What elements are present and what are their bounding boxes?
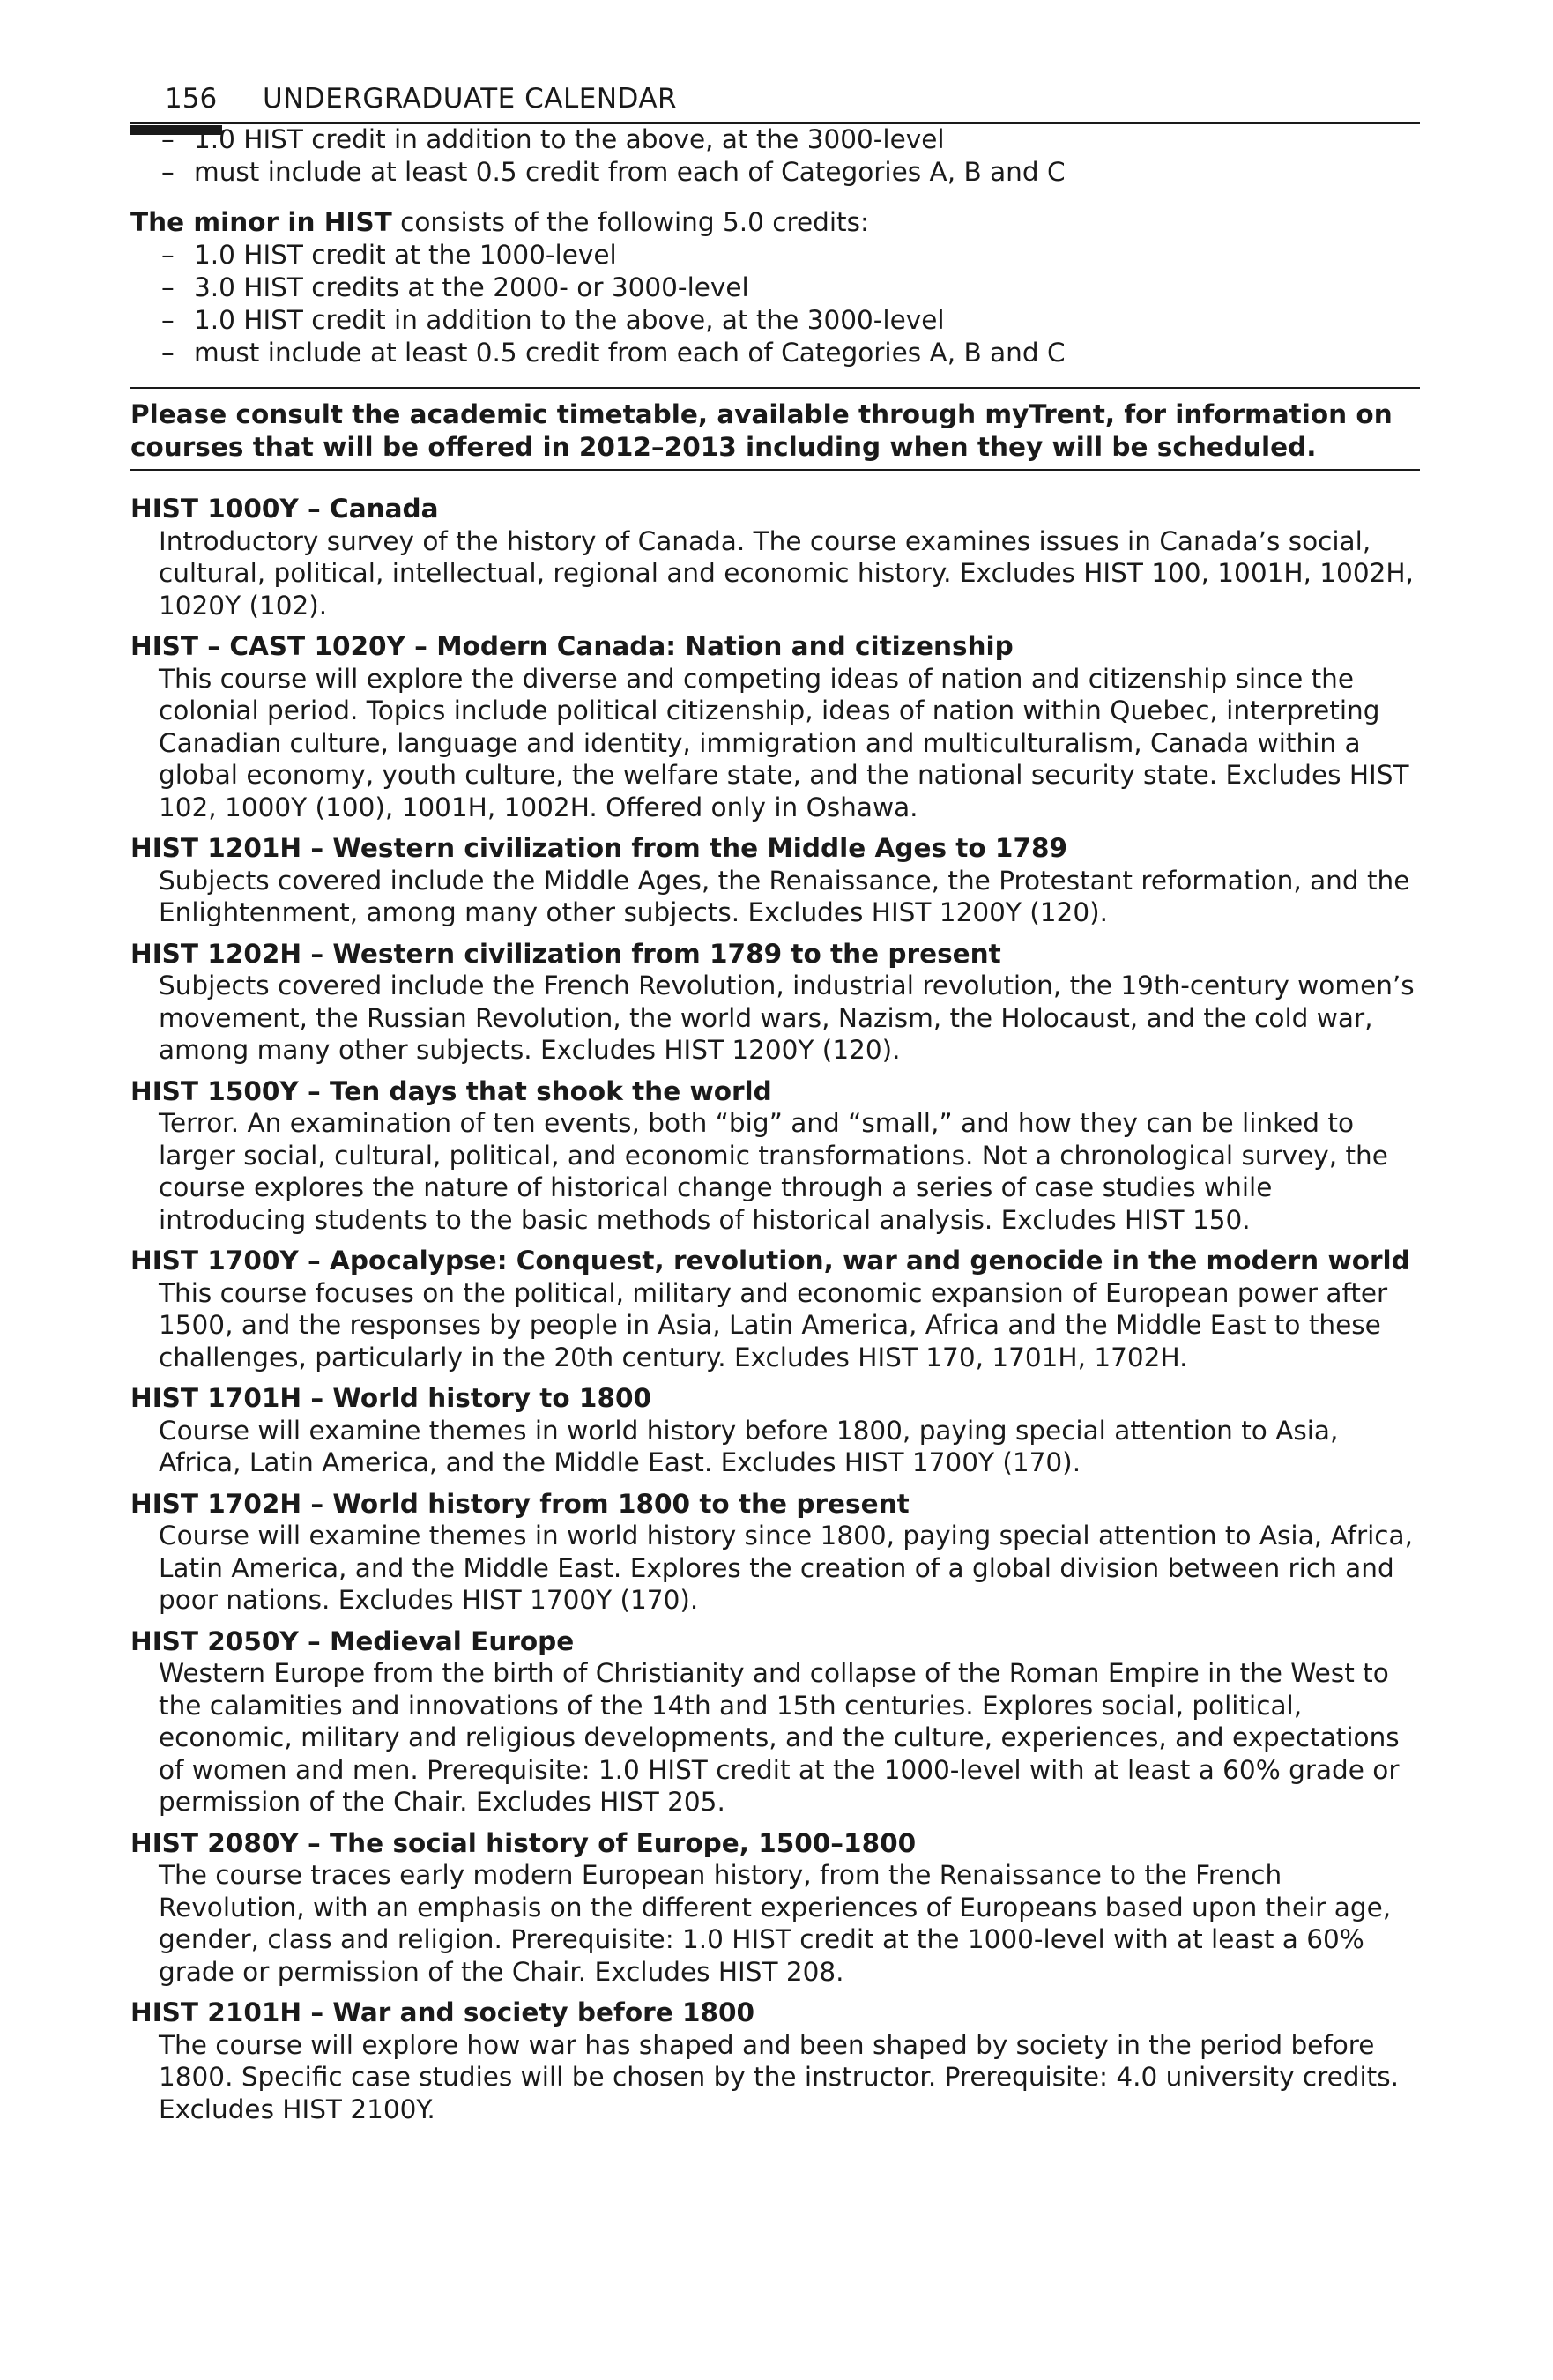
calendar-page — [130, 81, 1420, 2134]
course-description: Introductory survey of the history of Canada. The course examines issues in Canada’s social, cultural, political, intellectual, regional and economic history. Excludes HIST 100, 1001H, 1002H, 1020Y (102). — [159, 525, 1414, 621]
course-entry — [130, 1827, 1420, 1989]
timetable-notice: Please consult the academic timetable, available through myTrent, for information on courses that will be offered in 2012–2013 including when they will be scheduled. — [130, 387, 1420, 471]
course-title: HIST – CAST 1020Y – Modern Canada: Nation and citizenship — [130, 631, 1014, 661]
minor-intro-bold: The minor in HIST — [130, 207, 392, 237]
course-description: The course will explore how war has shaped and been shaped by society in the period before 1800. Specific case studies will be chosen by the instructor. Prerequisite: 4.0 university credits. Excludes HIST 2100Y. — [159, 2029, 1399, 2124]
list-item: – must include at least 0.5 credit from each of Categories A, B and C — [161, 157, 1066, 187]
dash-bullet: – — [161, 124, 175, 154]
course-entry — [130, 1075, 1420, 1237]
course-title: HIST 2080Y – The social history of Europe, 1500–1800 — [130, 1827, 917, 1858]
course-entry — [130, 1997, 1420, 2125]
course-entry — [130, 1625, 1420, 1818]
course-title: HIST 1202H – Western civilization from 1789 to the present — [130, 938, 1001, 969]
course-title: HIST 1702H – World history from 1800 to the present — [130, 1488, 910, 1519]
course-title: HIST 1000Y – Canada — [130, 494, 439, 524]
course-entry — [130, 1382, 1420, 1479]
course-description: Western Europe from the birth of Christianity and collapse of the Roman Empire in the West to the calamities and innovations of the 14th and 15th centuries. Explores social, political, economic, military and religious developments, and the culture, experiences, and expectations of women and men. Prerequisite: 1.0 HIST credit at the 1000-level with at least a 60% grade or permission of the Chair. Excludes HIST 205. — [159, 1658, 1400, 1817]
dash-bullet: – — [161, 305, 175, 335]
dash-bullet: – — [161, 157, 175, 187]
major-requirements-list — [130, 123, 1420, 189]
course-entry — [130, 1245, 1420, 1373]
minor-intro — [130, 206, 1420, 239]
course-description: Subjects covered include the French Revolution, industrial revolution, the 19th-century women’s movement, the Russian Revolution, the world wars, Nazism, the Holocaust, and the cold war, among many other subjects. Excludes HIST 1200Y (120). — [159, 971, 1415, 1065]
course-description: Subjects covered include the Middle Ages, the Renaissance, the Protestant reformation, and the Enlightenment, among many other subjects. Excludes HIST 1200Y (120). — [159, 865, 1410, 927]
page-header — [130, 81, 1420, 123]
course-title: HIST 1201H – Western civilization from the Middle Ages to 1789 — [130, 833, 1068, 863]
list-item: – must include at least 0.5 credit from each of Categories A, B and C — [161, 338, 1066, 368]
page-number: 156 — [165, 83, 218, 115]
course-description: Course will examine themes in world history before 1800, paying special attention to Asia, Africa, Latin America, and the Middle East. Excludes HIST 1700Y (170). — [159, 1415, 1339, 1477]
course-description: This course will explore the diverse and competing ideas of nation and citizenship since the colonial period. Topics include political citizenship, ideas of nation within Quebec, interpreting Canadian culture, language and identity, immigration and multiculturalism, Canada within a global economy, youth culture, the welfare state, and the national security state. Excludes HIST 102, 1000Y (100), 1001H, 1002H. Offered only in Oshawa. — [159, 663, 1409, 822]
course-title: HIST 1700Y – Apocalypse: Conquest, revolution, war and genocide in the modern world — [130, 1246, 1410, 1276]
course-title: HIST 2101H – War and society before 1800 — [130, 1997, 755, 2027]
course-title: HIST 1701H – World history to 1800 — [130, 1383, 652, 1413]
course-entry — [130, 630, 1420, 823]
list-item: – 1.0 HIST credit at the 1000-level — [161, 240, 617, 270]
course-list — [130, 493, 1420, 2125]
course-description: Course will examine themes in world history since 1800, paying special attention to Asia, Africa, Latin America, and the Middle East. Explores the creation of a global division between rich and poor nations. Excludes HIST 1700Y (170). — [159, 1521, 1413, 1615]
course-description: The course traces early modern European history, from the Renaissance to the French Revolution, with an emphasis on the different experiences of Europeans based upon their age, gender, class and religion. Prerequisite: 1.0 HIST credit at the 1000-level with at least a 60% grade or permission of the Chair. Excludes HIST 208. — [159, 1860, 1392, 1987]
course-title: HIST 1500Y – Ten days that shook the world — [130, 1075, 772, 1106]
minor-intro-text: consists of the following 5.0 credits: — [391, 207, 869, 237]
running-title: UNDERGRADUATE CALENDAR — [263, 83, 678, 115]
list-item: – 1.0 HIST credit in addition to the above, at the 3000-level — [161, 124, 945, 154]
list-item: – 1.0 HIST credit in addition to the above, at the 3000-level — [161, 305, 945, 335]
course-entry — [130, 493, 1420, 621]
minor-requirements-list — [130, 239, 1420, 369]
course-entry — [130, 938, 1420, 1067]
course-entry — [130, 832, 1420, 929]
course-title: HIST 2050Y – Medieval Europe — [130, 1625, 575, 1656]
dash-bullet: – — [161, 240, 175, 270]
course-entry — [130, 1488, 1420, 1617]
dash-bullet: – — [161, 272, 175, 302]
course-description: This course focuses on the political, military and economic expansion of European power after 1500, and the responses by people in Asia, Latin America, Africa and the Middle East to these challenges, particularly in the 20th century. Excludes HIST 170, 1701H, 1702H. — [159, 1277, 1388, 1372]
course-description: Terror. An examination of ten events, both “big” and “small,” and how they can be linked to larger social, cultural, political, and economic transformations. Not a chronological survey, the course explores the nature of historical change through a series of case studies while introducing students to the basic methods of historical analysis. Excludes HIST 150. — [159, 1108, 1388, 1235]
dash-bullet: – — [161, 338, 175, 368]
list-item: – 3.0 HIST credits at the 2000- or 3000-level — [161, 272, 749, 302]
